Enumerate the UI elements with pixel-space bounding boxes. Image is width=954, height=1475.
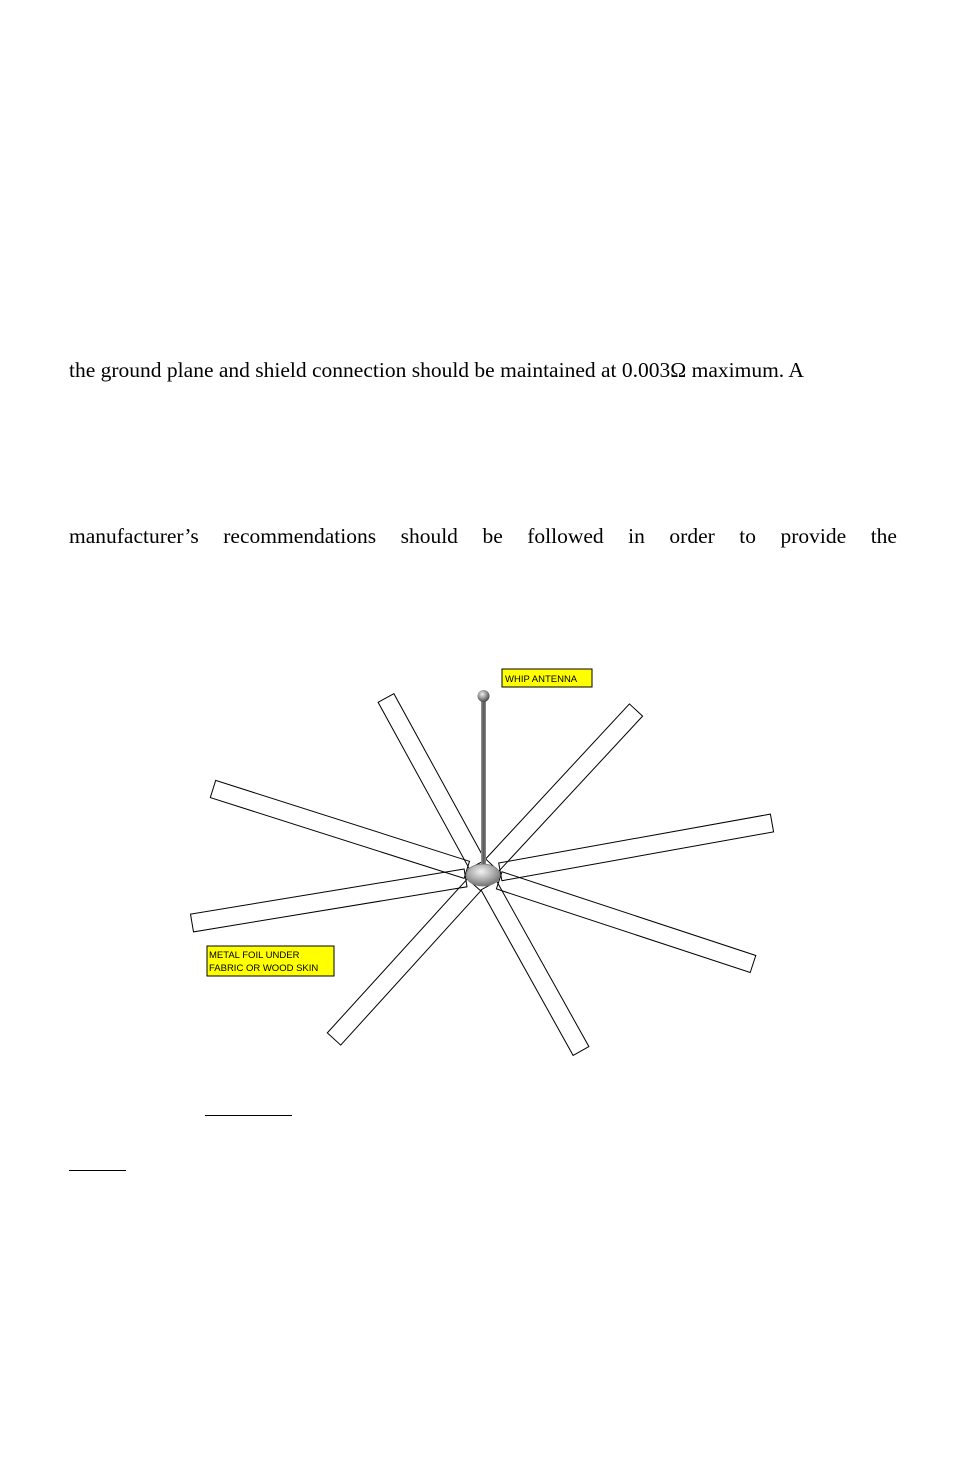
antenna-diagram [176,661,788,1061]
metal-foil-label-line-1: METAL FOIL UNDER [209,950,300,961]
antenna-base [466,864,500,886]
body-text-line-2 [69,523,897,549]
foil-strip [191,869,468,932]
foil-strip [496,872,755,973]
foil-strip [378,694,485,869]
whip-antenna [466,690,500,886]
word: in [628,524,645,548]
foil-strip [481,881,589,1055]
underline-rule [205,1115,292,1116]
antenna-ground-plane-figure [176,661,788,1061]
word: to [739,524,757,548]
word: followed [527,524,604,548]
word: provide [780,524,847,548]
word: the [870,524,897,548]
word: be [482,524,503,548]
word: recommendations [223,524,377,548]
metal-foil-label-line-2: FABRIC OR WOOD SKIN [209,963,319,974]
foil-strip [486,704,643,871]
word: should [400,524,458,548]
antenna-mast [481,696,486,874]
whip-antenna-label-text: WHIP ANTENNA [505,674,578,685]
underline-rule [69,1170,126,1171]
body-text-line-1: the ground plane and shield connection should be maintained at 0.003Ω maximum. A [69,358,804,382]
foil-strip [210,780,469,878]
foil-strip [327,879,480,1045]
metal-foil-label [207,946,334,976]
foil-strip [499,814,774,881]
word: order [669,524,715,548]
word: manufacturer’s [69,524,199,548]
whip-antenna-label [502,669,592,687]
antenna-tip-ball [478,690,490,702]
